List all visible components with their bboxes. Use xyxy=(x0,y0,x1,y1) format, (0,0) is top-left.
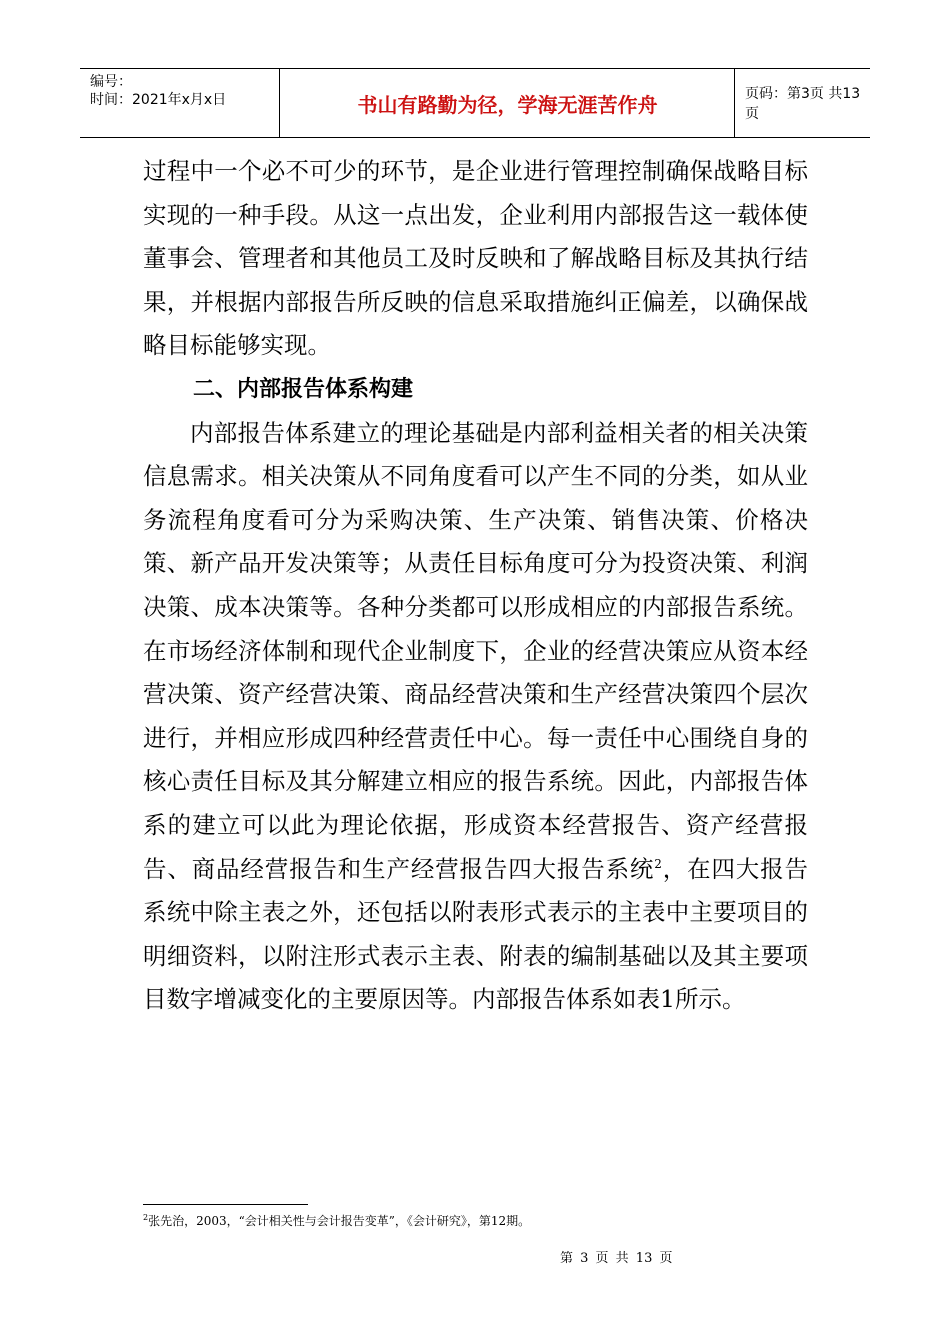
document-header xyxy=(80,68,870,138)
time-label: 时间：2021年x月x日 xyxy=(90,92,227,108)
footnote-mark: 2 xyxy=(143,1213,149,1222)
section-heading: 二、内部报告体系构建 xyxy=(193,376,414,402)
body-text xyxy=(143,150,808,1022)
footnote-text: 张先治，2003，“会计相关性与会计报告变革”，《会计研究》，第12期。 xyxy=(148,1214,531,1228)
footnote-reference[interactable]: 2 xyxy=(654,856,662,871)
footnote xyxy=(143,1212,530,1229)
paragraph-2-part1: 内部报告体系建立的理论基础是内部利益相关者的相关决策信息需求。相关决策从不同角度看可以产生不同的分类，如从业务流程角度看可分为采购决策、生产决策、销售决策、价格决策、新产品开发决策等；从责任目标角度可分为投资决策、利润决策、成本决策等。各种分类都可以形成相应的内部报告系统。在市场经济体制和现代企业制度下，企业的经营决策应从资本经营决策、资产经营决策、商品经营决策和生产经营决策四个层次进行，并相应形成四种经营责任中心。每一责任中心围绕自身的核心责任目标及其分解建立相应的报告系统。因此，内部报告体系的建立可以此为理论依据，形成资本经营报告、资产经营报告、商品经营报告和生产经营报告四大报告系统 xyxy=(143,418,808,883)
header-page-code: 页码：第3页 共13页 xyxy=(745,86,861,122)
header-meta xyxy=(80,69,280,137)
header-motto: 书山有路勤为径，学海无涯苦作舟 xyxy=(281,69,735,137)
footnote-divider xyxy=(143,1204,308,1205)
page-footer: 第 3 页 共 13 页 xyxy=(560,1251,673,1266)
number-label: 编号： xyxy=(90,74,132,90)
paragraph-2-part2: ，在四大报告系统中除主表之外，还包括以附表形式表示的主表中主要项目的明细资料，以附注形式表示主表、附表的编制基础以及其主要项目数字增减变化的主要原因等。内部报告体系如表1所示。 xyxy=(143,854,809,1014)
paragraph-2 xyxy=(143,412,808,1022)
paragraph-1: 过程中一个必不可少的环节，是企业进行管理控制确保战略目标实现的一种手段。从这一点出发，企业利用内部报告这一载体使董事会、管理者和其他员工及时反映和了解战略目标及其执行结果，并根据内部报告所反映的信息采取措施纠正偏差，以确保战略目标能够实现。 xyxy=(143,157,808,360)
